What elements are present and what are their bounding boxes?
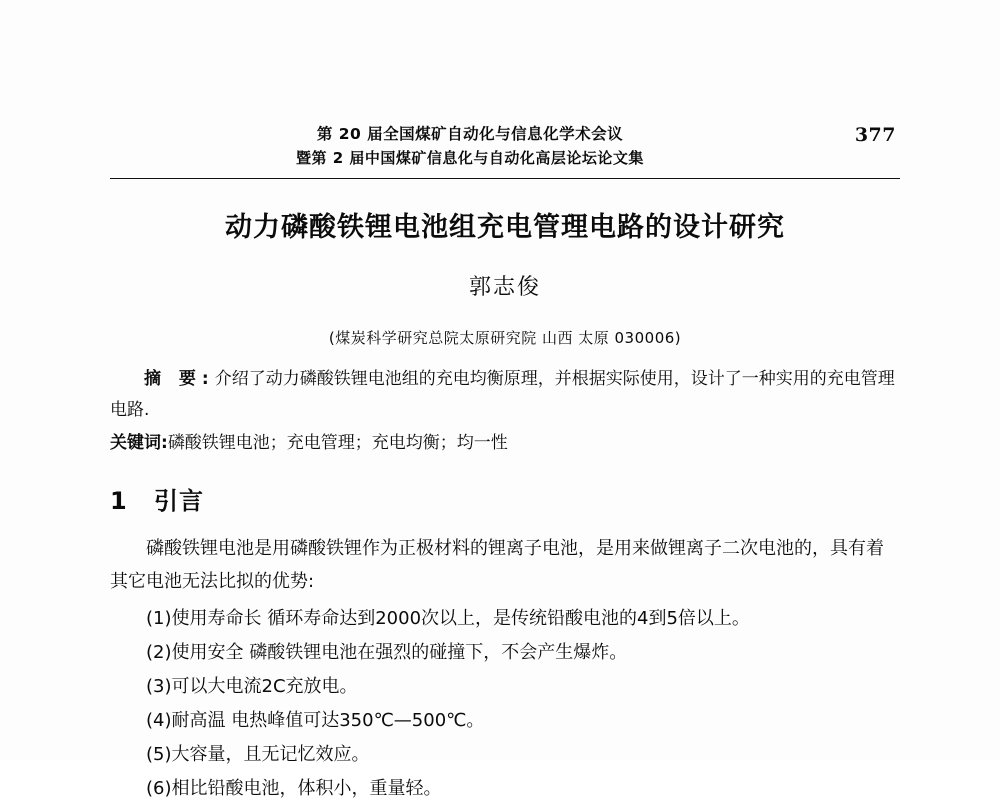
list-item: (1)使用寿命长 循环寿命达到2000次以上，是传统铅酸电池的4到5倍以上。 [146, 608, 750, 629]
keywords-block [110, 428, 900, 459]
section-paragraph: 磷酸铁锂电池是用磷酸铁锂作为正极材料的锂离子电池，是用来做锂离子二次电池的，具有着其它电池无法比拟的优势: [110, 538, 884, 592]
list-item: (2)使用安全 磷酸铁锂电池在强烈的碰撞下，不会产生爆炸。 [146, 642, 628, 663]
author-name: 郭志俊 [468, 275, 541, 300]
page-number: 377 [854, 124, 896, 146]
page-content [110, 0, 900, 799]
abstract-text: 介绍了动力磷酸铁锂电池组的充电均衡原理，并根据实际使用，设计了一种实用的充电管理电路. [110, 369, 895, 420]
page-title: 动力磷酸铁锂电池组充电管理电路的设计研究 [225, 212, 785, 243]
abstract-block [110, 364, 900, 426]
section-heading [110, 481, 900, 516]
advantages-list [110, 602, 900, 799]
author-affiliation: (煤炭科学研究总院太原研究院 山西 太原 030006) [328, 329, 682, 347]
keywords-text: 磷酸铁锂电池；充电管理；充电均衡；均一性 [167, 433, 508, 453]
running-head [110, 122, 900, 174]
list-item: (6)相比铅酸电池，体积小，重量轻。 [146, 778, 442, 799]
list-item: (5)大容量，且无记忆效应。 [146, 744, 370, 765]
abstract-paragraph [110, 364, 900, 426]
running-head-lines [110, 122, 900, 170]
running-head-line-2: 暨第 2 届中国煤矿信息化与自动化高层论坛论文集 [296, 149, 644, 167]
section-title: 引言 [154, 487, 204, 515]
running-head-line-1: 第 20 届全国煤矿自动化与信息化学术会议 [316, 125, 624, 143]
list-item: (3)可以大电流2C充放电。 [146, 676, 358, 697]
keywords-label: 关键词: [110, 433, 168, 453]
list-item: (4)耐高温 电热峰值可达350℃—500℃。 [146, 710, 485, 731]
header-divider [110, 178, 900, 179]
abstract-label: 摘 要: [144, 369, 215, 389]
section-number: 1 [110, 487, 128, 515]
